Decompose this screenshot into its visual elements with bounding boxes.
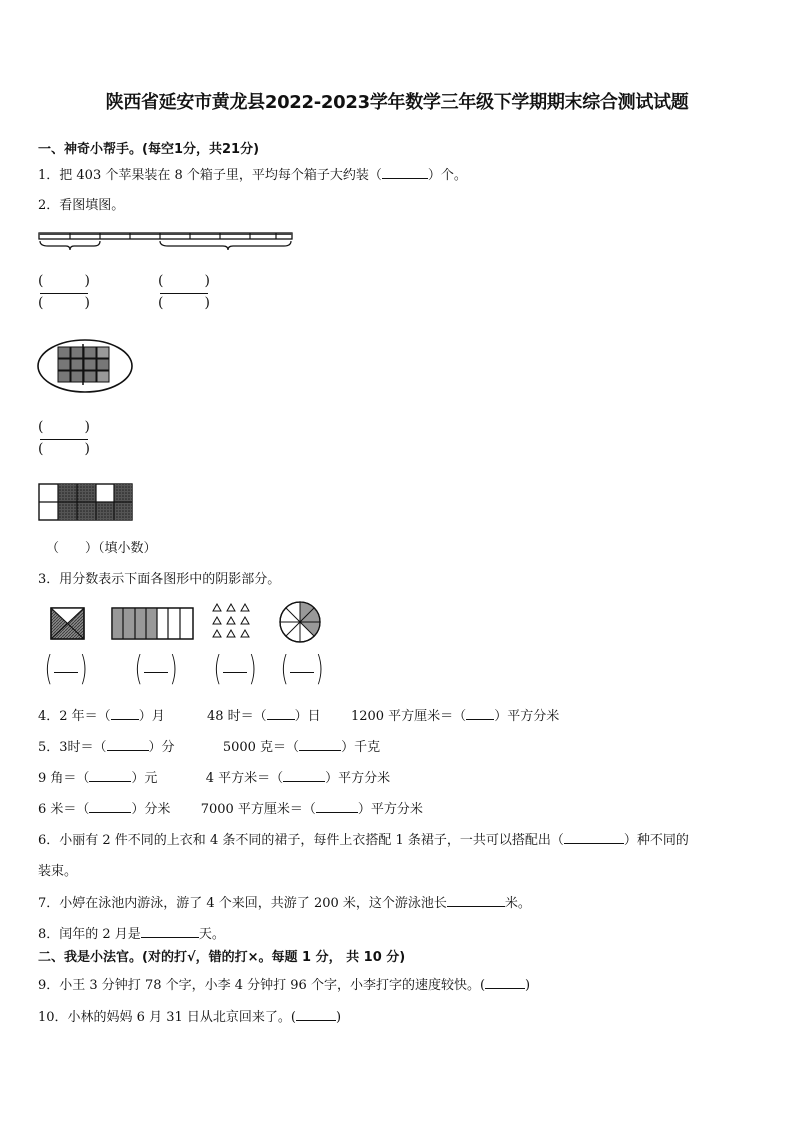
q3-answer-3[interactable]: ( ) — [213, 649, 257, 689]
q2-fraction-3[interactable]: ( ) ( ) — [38, 419, 90, 457]
ellipse-grid-figure — [36, 338, 136, 394]
q3-square-triangles — [50, 607, 86, 640]
section-1-heading: 一、神奇小帮手。(每空1分，共21分) — [38, 142, 260, 157]
q6-blank[interactable] — [564, 831, 624, 844]
shaded-grid-figure — [38, 483, 136, 523]
question-2: 2．看图填图。 — [38, 198, 125, 213]
q5-blank-4[interactable] — [283, 769, 325, 782]
q5-blank-1[interactable] — [107, 738, 149, 751]
q3-circle-sectors — [277, 600, 325, 646]
q1-text-end: ）个。 — [427, 168, 467, 183]
question-7: 7．小婷在泳池内游泳，游了 4 个来回，共游了 200 米，这个游泳池长 米。 — [38, 896, 531, 911]
q4-blank-2[interactable] — [267, 707, 295, 720]
question-1 — [38, 166, 467, 185]
question-8: 8．闰年的 2 月是 天。 — [38, 927, 225, 942]
question-3: 3．用分数表示下面各图形中的阴影部分。 — [38, 572, 281, 587]
question-5-row-2: 9 角＝（ ）元 4 平方米＝（ ）平方分米 — [38, 771, 391, 786]
question-4: 4．2 年＝（ ）月 48 时＝（ ）日 1200 平方厘米＝（ ）平方分米 — [38, 709, 560, 724]
q2-decimal-answer: （ ）（填小数） — [46, 541, 157, 556]
question-6: 6．小丽有 2 件不同的上衣和 4 条不同的裙子，每件上衣搭配 1 条裙子，一共可以搭配出（ ）种不同的 — [38, 833, 689, 848]
q5-blank-2[interactable] — [299, 738, 341, 751]
q3-answer-1[interactable]: ( ) — [44, 649, 88, 689]
page-title: 陕西省延安市黄龙县2022-2023学年数学三年级下学期期末综合测试试题 — [105, 92, 689, 113]
q4-blank-1[interactable] — [111, 707, 139, 720]
section-2-heading: 二、我是小法官。(对的打√，错的打×。每题 1 分， 共 10 分) — [38, 950, 406, 965]
q1-text: 1．把 403 个苹果装在 8 个箱子里，平均每个箱子大约装（ — [38, 168, 382, 183]
q5-blank-5[interactable] — [89, 800, 131, 813]
q7-blank[interactable] — [447, 894, 505, 907]
q8-blank[interactable] — [141, 925, 199, 938]
q4-blank-3[interactable] — [466, 707, 494, 720]
q10-blank[interactable] — [296, 1008, 336, 1021]
q3-answer-4[interactable]: ( ) — [280, 649, 324, 689]
q5-blank-6[interactable] — [316, 800, 358, 813]
question-5-row-3: 6 米＝（ ）分米 7000 平方厘米＝（ ）平方分米 — [38, 802, 423, 817]
question-9: 9．小王 3 分钟打 78 个字，小李 4 分钟打 96 个字，小李打字的速度较快。( ) — [38, 978, 531, 993]
q3-triangle-group — [212, 603, 256, 641]
question-10: 10．小林的妈妈 6 月 31 日从北京回来了。( ) — [38, 1010, 342, 1025]
question-5: 5．3时＝（ ）分 5000 克＝（ ）千克 — [38, 740, 381, 755]
q2-fraction-1[interactable]: ( ) ( ) — [38, 273, 90, 311]
q2-fraction-2[interactable]: ( ) ( ) — [158, 273, 210, 311]
q9-blank[interactable] — [485, 976, 525, 989]
question-6-cont: 装束。 — [38, 864, 78, 879]
q3-answer-2[interactable]: ( ) — [134, 649, 178, 689]
segment-bar-figure — [38, 228, 298, 262]
q1-blank[interactable] — [382, 166, 428, 179]
q3-rectangle-strips — [111, 607, 195, 640]
q5-blank-3[interactable] — [89, 769, 131, 782]
